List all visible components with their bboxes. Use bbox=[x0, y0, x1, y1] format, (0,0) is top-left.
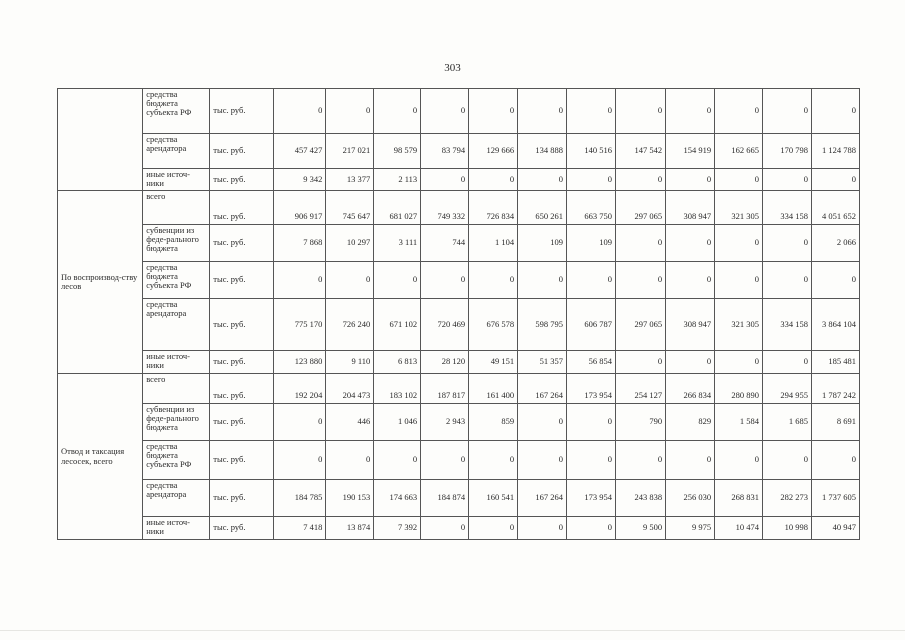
value-cell: 0 bbox=[326, 262, 374, 299]
value-cell: 28 120 bbox=[421, 351, 469, 374]
value-cell: 0 bbox=[518, 517, 567, 540]
value-cell: 0 bbox=[616, 441, 666, 480]
value-cell: 7 392 bbox=[374, 517, 421, 540]
funding-source: средства бюджета субъекта РФ bbox=[143, 441, 210, 480]
total-cell: 0 bbox=[811, 262, 859, 299]
value-cell: 0 bbox=[715, 262, 763, 299]
value-cell: 0 bbox=[762, 89, 811, 134]
total-cell: 0 bbox=[811, 89, 859, 134]
value-cell: 321 305 bbox=[715, 191, 763, 225]
total-cell: 0 bbox=[811, 441, 859, 480]
total-cell: 2 066 bbox=[811, 225, 859, 262]
value-cell: 51 357 bbox=[518, 351, 567, 374]
value-cell: 906 917 bbox=[274, 191, 326, 225]
value-cell: 0 bbox=[567, 89, 616, 134]
page-number: 303 bbox=[444, 62, 461, 74]
value-cell: 1 685 bbox=[762, 404, 811, 441]
value-cell: 0 bbox=[762, 441, 811, 480]
value-cell: 280 890 bbox=[715, 374, 763, 404]
unit-cell: тыс. руб. bbox=[210, 299, 274, 351]
value-cell: 0 bbox=[715, 441, 763, 480]
value-cell: 0 bbox=[469, 517, 518, 540]
value-cell: 0 bbox=[469, 262, 518, 299]
value-cell: 0 bbox=[616, 262, 666, 299]
funding-source: средства арендатора bbox=[143, 134, 210, 169]
value-cell: 0 bbox=[274, 89, 326, 134]
value-cell: 10 474 bbox=[715, 517, 763, 540]
value-cell: 243 838 bbox=[616, 480, 666, 517]
table-row bbox=[58, 480, 860, 517]
value-cell: 0 bbox=[616, 225, 666, 262]
value-cell: 671 102 bbox=[374, 299, 421, 351]
value-cell: 0 bbox=[421, 262, 469, 299]
value-cell: 1 584 bbox=[715, 404, 763, 441]
value-cell: 859 bbox=[469, 404, 518, 441]
value-cell: 744 bbox=[421, 225, 469, 262]
financing-table bbox=[57, 88, 860, 540]
value-cell: 0 bbox=[274, 262, 326, 299]
unit-cell: тыс. руб. bbox=[210, 374, 274, 404]
funding-source: субвенции из феде-рального бюджета bbox=[143, 404, 210, 441]
value-cell: 775 170 bbox=[274, 299, 326, 351]
table-body bbox=[58, 89, 860, 540]
total-cell: 1 737 605 bbox=[811, 480, 859, 517]
funding-source: всего bbox=[143, 374, 210, 404]
total-cell: 4 051 652 bbox=[811, 191, 859, 225]
value-cell: 720 469 bbox=[421, 299, 469, 351]
value-cell: 56 854 bbox=[567, 351, 616, 374]
total-cell: 8 691 bbox=[811, 404, 859, 441]
value-cell: 334 158 bbox=[762, 299, 811, 351]
table-row bbox=[58, 191, 860, 225]
total-cell: 185 481 bbox=[811, 351, 859, 374]
total-cell: 3 864 104 bbox=[811, 299, 859, 351]
value-cell: 7 418 bbox=[274, 517, 326, 540]
value-cell: 174 663 bbox=[374, 480, 421, 517]
value-cell: 49 151 bbox=[469, 351, 518, 374]
value-cell: 606 787 bbox=[567, 299, 616, 351]
value-cell: 0 bbox=[469, 89, 518, 134]
value-cell: 147 542 bbox=[616, 134, 666, 169]
value-cell: 140 516 bbox=[567, 134, 616, 169]
funding-source: средства бюджета субъекта РФ bbox=[143, 262, 210, 299]
value-cell: 154 919 bbox=[666, 134, 715, 169]
value-cell: 681 027 bbox=[374, 191, 421, 225]
funding-source: средства арендатора bbox=[143, 480, 210, 517]
value-cell: 0 bbox=[518, 262, 567, 299]
value-cell: 0 bbox=[666, 441, 715, 480]
value-cell: 173 954 bbox=[567, 374, 616, 404]
funding-source: всего bbox=[143, 191, 210, 225]
value-cell: 0 bbox=[469, 169, 518, 191]
unit-cell: тыс. руб. bbox=[210, 351, 274, 374]
value-cell: 0 bbox=[274, 441, 326, 480]
value-cell: 0 bbox=[374, 262, 421, 299]
value-cell: 321 305 bbox=[715, 299, 763, 351]
value-cell: 294 955 bbox=[762, 374, 811, 404]
value-cell: 173 954 bbox=[567, 480, 616, 517]
value-cell: 13 874 bbox=[326, 517, 374, 540]
value-cell: 0 bbox=[567, 404, 616, 441]
value-cell: 0 bbox=[567, 169, 616, 191]
unit-cell: тыс. руб. bbox=[210, 262, 274, 299]
value-cell: 0 bbox=[666, 169, 715, 191]
table-row bbox=[58, 441, 860, 480]
value-cell: 0 bbox=[616, 351, 666, 374]
value-cell: 790 bbox=[616, 404, 666, 441]
value-cell: 162 665 bbox=[715, 134, 763, 169]
value-cell: 0 bbox=[666, 262, 715, 299]
value-cell: 0 bbox=[421, 89, 469, 134]
value-cell: 9 342 bbox=[274, 169, 326, 191]
value-cell: 0 bbox=[421, 441, 469, 480]
value-cell: 6 813 bbox=[374, 351, 421, 374]
funding-source: иные источ-ники bbox=[143, 517, 210, 540]
value-cell: 167 264 bbox=[518, 480, 567, 517]
value-cell: 184 874 bbox=[421, 480, 469, 517]
value-cell: 0 bbox=[567, 517, 616, 540]
value-cell: 726 240 bbox=[326, 299, 374, 351]
value-cell: 0 bbox=[762, 262, 811, 299]
table-row bbox=[58, 89, 860, 134]
group-label: По воспроизвод-ству лесов bbox=[58, 191, 143, 374]
value-cell: 0 bbox=[715, 169, 763, 191]
funding-source: средства арендатора bbox=[143, 299, 210, 351]
value-cell: 2 113 bbox=[374, 169, 421, 191]
value-cell: 446 bbox=[326, 404, 374, 441]
value-cell: 167 264 bbox=[518, 374, 567, 404]
table-row bbox=[58, 299, 860, 351]
value-cell: 10 998 bbox=[762, 517, 811, 540]
value-cell: 7 868 bbox=[274, 225, 326, 262]
total-cell: 40 947 bbox=[811, 517, 859, 540]
value-cell: 598 795 bbox=[518, 299, 567, 351]
value-cell: 254 127 bbox=[616, 374, 666, 404]
scan-edge bbox=[0, 630, 905, 631]
value-cell: 0 bbox=[567, 262, 616, 299]
funding-source: иные источ-ники bbox=[143, 169, 210, 191]
table-row bbox=[58, 134, 860, 169]
value-cell: 266 834 bbox=[666, 374, 715, 404]
value-cell: 190 153 bbox=[326, 480, 374, 517]
value-cell: 0 bbox=[762, 169, 811, 191]
value-cell: 297 065 bbox=[616, 191, 666, 225]
unit-cell: тыс. руб. bbox=[210, 480, 274, 517]
value-cell: 0 bbox=[567, 441, 616, 480]
table-row bbox=[58, 517, 860, 540]
total-cell: 0 bbox=[811, 169, 859, 191]
value-cell: 0 bbox=[616, 89, 666, 134]
value-cell: 745 647 bbox=[326, 191, 374, 225]
value-cell: 650 261 bbox=[518, 191, 567, 225]
unit-cell: тыс. руб. bbox=[210, 225, 274, 262]
value-cell: 663 750 bbox=[567, 191, 616, 225]
unit-cell: тыс. руб. bbox=[210, 89, 274, 134]
value-cell: 0 bbox=[715, 225, 763, 262]
value-cell: 0 bbox=[518, 441, 567, 480]
value-cell: 161 400 bbox=[469, 374, 518, 404]
value-cell: 170 798 bbox=[762, 134, 811, 169]
value-cell: 0 bbox=[666, 89, 715, 134]
value-cell: 308 947 bbox=[666, 299, 715, 351]
total-cell: 1 124 788 bbox=[811, 134, 859, 169]
value-cell: 0 bbox=[518, 89, 567, 134]
value-cell: 457 427 bbox=[274, 134, 326, 169]
value-cell: 0 bbox=[715, 89, 763, 134]
value-cell: 0 bbox=[469, 441, 518, 480]
table-row bbox=[58, 404, 860, 441]
total-cell: 1 787 242 bbox=[811, 374, 859, 404]
value-cell: 184 785 bbox=[274, 480, 326, 517]
group-label bbox=[58, 89, 143, 191]
value-cell: 98 579 bbox=[374, 134, 421, 169]
value-cell: 160 541 bbox=[469, 480, 518, 517]
value-cell: 334 158 bbox=[762, 191, 811, 225]
value-cell: 0 bbox=[421, 169, 469, 191]
value-cell: 0 bbox=[762, 225, 811, 262]
value-cell: 10 297 bbox=[326, 225, 374, 262]
value-cell: 0 bbox=[421, 517, 469, 540]
value-cell: 0 bbox=[374, 89, 421, 134]
value-cell: 217 021 bbox=[326, 134, 374, 169]
unit-cell: тыс. руб. bbox=[210, 169, 274, 191]
value-cell: 256 030 bbox=[666, 480, 715, 517]
value-cell: 9 975 bbox=[666, 517, 715, 540]
value-cell: 187 817 bbox=[421, 374, 469, 404]
value-cell: 297 065 bbox=[616, 299, 666, 351]
value-cell: 109 bbox=[518, 225, 567, 262]
unit-cell: тыс. руб. bbox=[210, 191, 274, 225]
value-cell: 749 332 bbox=[421, 191, 469, 225]
value-cell: 0 bbox=[616, 169, 666, 191]
value-cell: 123 880 bbox=[274, 351, 326, 374]
value-cell: 268 831 bbox=[715, 480, 763, 517]
value-cell: 726 834 bbox=[469, 191, 518, 225]
value-cell: 0 bbox=[762, 351, 811, 374]
value-cell: 0 bbox=[518, 404, 567, 441]
value-cell: 2 943 bbox=[421, 404, 469, 441]
funding-source: субвенции из феде-рального бюджета bbox=[143, 225, 210, 262]
value-cell: 13 377 bbox=[326, 169, 374, 191]
value-cell: 0 bbox=[326, 89, 374, 134]
group-label: Отвод и таксация лесосек, всего bbox=[58, 374, 143, 540]
value-cell: 282 273 bbox=[762, 480, 811, 517]
value-cell: 1 104 bbox=[469, 225, 518, 262]
value-cell: 192 204 bbox=[274, 374, 326, 404]
unit-cell: тыс. руб. bbox=[210, 441, 274, 480]
unit-cell: тыс. руб. bbox=[210, 517, 274, 540]
value-cell: 183 102 bbox=[374, 374, 421, 404]
value-cell: 0 bbox=[715, 351, 763, 374]
unit-cell: тыс. руб. bbox=[210, 404, 274, 441]
table-row bbox=[58, 351, 860, 374]
value-cell: 3 111 bbox=[374, 225, 421, 262]
value-cell: 83 794 bbox=[421, 134, 469, 169]
table-row bbox=[58, 225, 860, 262]
value-cell: 134 888 bbox=[518, 134, 567, 169]
table-row bbox=[58, 262, 860, 299]
value-cell: 0 bbox=[666, 225, 715, 262]
value-cell: 0 bbox=[326, 441, 374, 480]
value-cell: 204 473 bbox=[326, 374, 374, 404]
value-cell: 676 578 bbox=[469, 299, 518, 351]
value-cell: 829 bbox=[666, 404, 715, 441]
value-cell: 0 bbox=[274, 404, 326, 441]
value-cell: 9 500 bbox=[616, 517, 666, 540]
value-cell: 0 bbox=[518, 169, 567, 191]
value-cell: 0 bbox=[666, 351, 715, 374]
table-row bbox=[58, 374, 860, 404]
funding-source: средства бюджета субъекта РФ bbox=[143, 89, 210, 134]
table-row bbox=[58, 169, 860, 191]
value-cell: 109 bbox=[567, 225, 616, 262]
value-cell: 9 110 bbox=[326, 351, 374, 374]
value-cell: 308 947 bbox=[666, 191, 715, 225]
value-cell: 0 bbox=[374, 441, 421, 480]
value-cell: 1 046 bbox=[374, 404, 421, 441]
unit-cell: тыс. руб. bbox=[210, 134, 274, 169]
funding-source: иные источ-ники bbox=[143, 351, 210, 374]
value-cell: 129 666 bbox=[469, 134, 518, 169]
